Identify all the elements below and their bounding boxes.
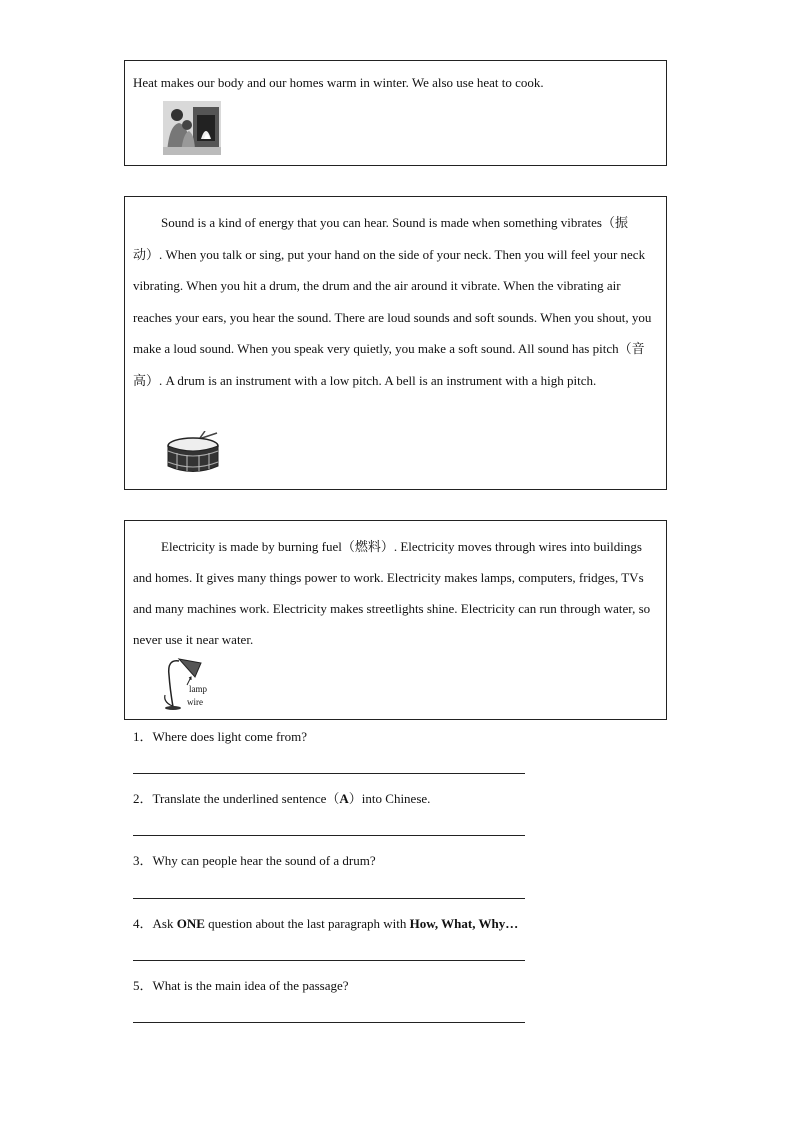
- fireplace-family-image: [163, 101, 221, 155]
- answer-line-2[interactable]: [133, 835, 525, 836]
- lamp-label: lamp: [189, 684, 207, 694]
- question-4: 4．Ask ONE question about the last paragraph with How, What, Why…: [133, 916, 519, 931]
- electricity-passage-box: [124, 520, 667, 720]
- lamp-wire-diagram: [161, 655, 213, 711]
- answer-line-1[interactable]: [133, 773, 525, 774]
- question-1: 1．Where does light come from?: [133, 729, 308, 744]
- question-2: 2．Translate the underlined sentence（A）into Chinese.: [133, 791, 431, 806]
- sound-passage-box: [124, 196, 667, 490]
- answer-line-4[interactable]: [133, 960, 525, 961]
- answer-line-5[interactable]: [133, 1022, 525, 1023]
- drum-image: [165, 431, 221, 479]
- sound-paragraph: Sound is a kind of energy that you can hear. Sound is made when something vibrates（振动）. When you talk or sing, put your hand on the side of your neck. Then you will feel your neck vibrating. When you hit a drum, the drum and the air around it vibrate. When the vibrating air reaches your ears, you hear the sound. There are loud sounds and soft sounds. When you shout, you make a loud sound. When you speak very quietly, you make a soft sound. All sound has pitch（音高）. A drum is an instrument with a low pitch. A bell is an instrument with a high pitch.: [133, 215, 652, 388]
- heat-paragraph: Heat makes our body and our homes warm in winter. We also use heat to cook.: [133, 75, 544, 90]
- question-3: 3．Why can people hear the sound of a drum?: [133, 853, 376, 868]
- wire-label: wire: [187, 697, 203, 707]
- heat-passage-box: [124, 60, 667, 166]
- electricity-paragraph: Electricity is made by burning fuel（燃料）. Electricity moves through wires into buildings and homes. It gives many things power to work. Electricity makes lamps, computers, fridges, TVs and many machines work. Electricity makes streetlights shine. Electricity can run through water, so never use it near water.: [133, 539, 651, 647]
- answer-line-3[interactable]: [133, 898, 525, 899]
- question-5: 5．What is the main idea of the passage?: [133, 978, 349, 993]
